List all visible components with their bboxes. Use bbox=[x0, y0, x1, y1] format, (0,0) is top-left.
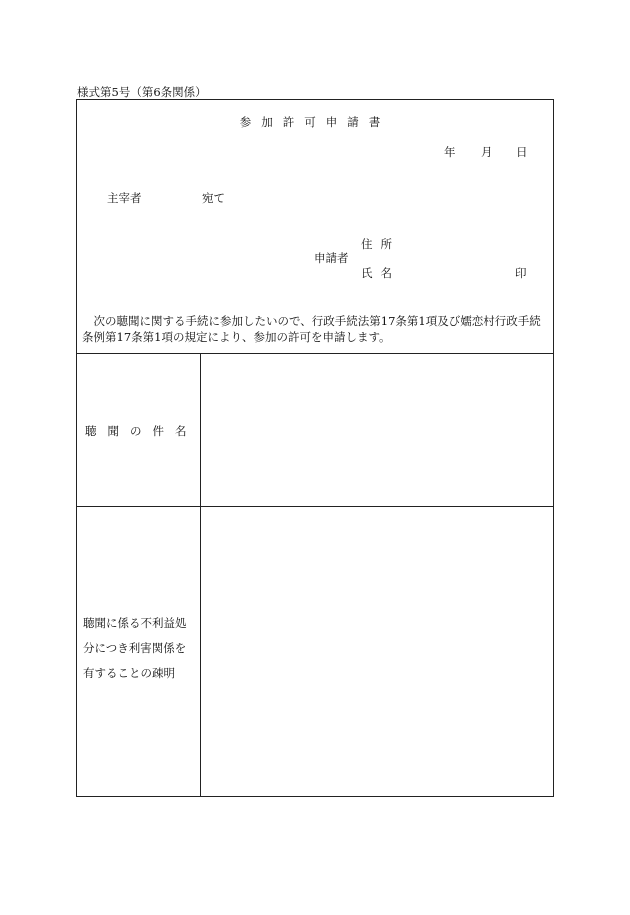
date-month-label: 月 bbox=[481, 145, 493, 159]
interest-label-line: 聴聞に係る不利益処 bbox=[83, 616, 187, 630]
applicant-label: 申請者 bbox=[314, 251, 349, 265]
application-form bbox=[76, 99, 554, 797]
applicant-address-label: 住所 bbox=[361, 237, 400, 251]
addressee-suffix: 宛て bbox=[202, 191, 225, 205]
seal-mark: 印 bbox=[515, 266, 527, 280]
interest-label-line: 有することの疎明 bbox=[83, 666, 175, 680]
interest-label-line: 分につき利害関係を bbox=[83, 641, 187, 655]
application-statement: 次の聴聞に関する手続に参加したいので、行政手続法第17条第1項及び嬬恋村行政手続条例第17条第1項の規定により、参加の許可を申請します。 bbox=[82, 314, 541, 344]
applicant-name-label: 氏名 bbox=[361, 266, 400, 280]
hearing-subject-field[interactable] bbox=[201, 354, 553, 506]
interest-explanation-label bbox=[83, 611, 199, 686]
hearing-subject-label: 聴聞の件名 bbox=[85, 424, 198, 438]
date-year-label: 年 bbox=[444, 145, 456, 159]
date-day-label: 日 bbox=[516, 145, 528, 159]
addressee-label: 主宰者 bbox=[107, 191, 142, 205]
form-number-label: 様式第5号（第6条関係） bbox=[77, 85, 207, 99]
interest-explanation-field[interactable] bbox=[201, 507, 553, 796]
form-title: 参加許可申請書 bbox=[239, 115, 391, 129]
